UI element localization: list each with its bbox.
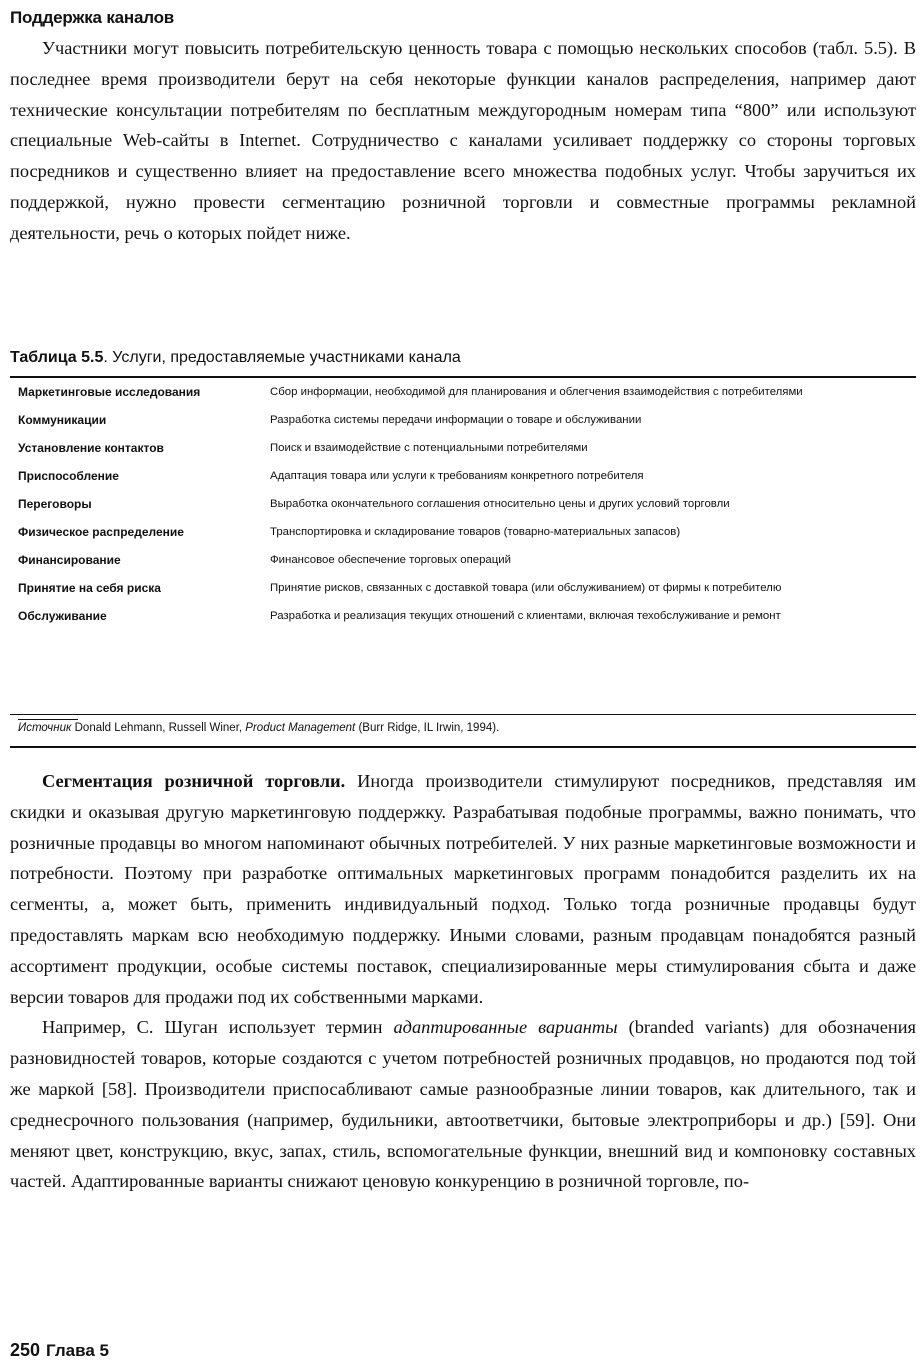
paragraph-lead: Сегментация розничной торговли. (42, 771, 346, 791)
table-row (10, 490, 916, 518)
table-cell-desc: Выработка окончательного соглашения относительно цены и других условий торговли (270, 498, 730, 510)
table-cell-term: Физическое распределение (18, 525, 184, 539)
table-source (18, 722, 499, 734)
paragraph-text: Иногда производители стимулируют посредников, представляя им скидки и оказывая другую маркетинговую поддержку. Разрабатывая подобные программы, важно понимать, что розничные продавцы во многом напоминают обычных потребителей. У них разные маркетинговые возможности и потребности. Поэтому при разработке оптимальных маркетинговых программ понадобится разделить их на сегменты, а, может быть, применить индивидуальный подход. Только тогда розничные продавцы будут предоставлять маркам всю необходимую поддержку. Иными словами, разным продавцам понадобятся разный ассортимент продукции, особые системы поставок, специализированные меры стимулирования сбыта и даже версии товаров для продажи под их собственными марками. (10, 771, 916, 1007)
table-row (10, 462, 916, 490)
services-table-container (10, 376, 916, 630)
table-cell-term: Маркетинговые исследования (18, 385, 201, 399)
table-row (10, 574, 916, 602)
table-cell-term: Принятие на себя риска (18, 581, 161, 595)
table-cell-desc: Адаптация товара или услуги к требованиям конкретного потребителя (270, 470, 644, 482)
table-caption-label: Таблица 5.5 (10, 349, 104, 366)
table-cell-desc: Разработка системы передачи информации о товаре и обслуживании (270, 414, 642, 426)
table-caption (10, 349, 461, 367)
table-end-rule (10, 746, 916, 748)
paragraph-retail-segmentation (10, 766, 916, 1012)
table-row (10, 546, 916, 574)
body-text (10, 766, 916, 1197)
section-heading: Поддержка каналов (10, 8, 175, 27)
table-caption-text: . Услуги, предоставляемые участниками канала (103, 349, 461, 366)
paragraph-branded-variants (10, 1012, 916, 1197)
table-bottom-rule (10, 714, 916, 715)
table-row (10, 434, 916, 462)
source-label: Источник (18, 722, 72, 734)
italic-term: адаптированные варианты (393, 1017, 618, 1038)
page-footer (10, 1340, 109, 1361)
table-cell-desc: Сбор информации, необходимой для планирования и облегчения взаимодействия с потребителями (270, 386, 803, 398)
table-row (10, 602, 916, 630)
table-cell-desc: Разработка и реализация текущих отношений с клиентами, включая техобслуживание и ремонт (270, 610, 781, 622)
intro-paragraph: Участники могут повысить потребительскую ценность товара с помощью нескольких способов (табл. 5.5). В последнее время производители берут на себя некоторые функции каналов распределения, например дают технические консультации потребителям по бесплатным междугородным номерам типа “800” или используют специальные Web-сайты в Internet. Сотрудничество с каналами усиливает поддержку со стороны торговых посредников и существенно влияет на предоставление всего множества подобных услуг. Чтобы заручиться их поддержкой, нужно провести сегментацию розничной торговли и совместные программы рекламной деятельности, речь о которых пойдет ниже. (10, 38, 916, 243)
table-cell-term: Финансирование (18, 553, 121, 567)
table-row (10, 518, 916, 546)
table-cell-desc: Транспортировка и складирование товаров (товарно-материальных запасов) (270, 526, 681, 538)
table-cell-term: Приспособление (18, 469, 119, 483)
paragraph-text: (branded variants) для обозначения разновидностей товаров, которые создаются с учетом потребностей розничных продавцов, но продаются под той же маркой [58]. Производители приспосабливают самые разнообразные линии товаров, как длительного, так и среднесрочного пользования (например, будильники, автоответчики, бытовые электроприборы и др.) [59]. Они меняют цвет, конструкцию, вкус, запах, стиль, вспомогательные функции, внешний вид и компоновку составных частей. Адаптированные варианты снижают ценовую конкуренцию в розничной торговле, по- (10, 1017, 916, 1192)
table-row (10, 378, 916, 406)
source-rest: (Burr Ridge, IL Irwin, 1994). (355, 722, 500, 734)
table-cell-desc: Поиск и взаимодействие с потенциальными потребителями (270, 442, 588, 454)
table-cell-term: Переговоры (18, 497, 92, 511)
table-cell-desc: Финансовое обеспечение торговых операций (270, 554, 512, 566)
source-rule (18, 719, 78, 720)
table-row (10, 406, 916, 434)
source-authors: Donald Lehmann, Russell Winer, (71, 722, 246, 734)
page-number: 250 (10, 1340, 41, 1360)
table-cell-term: Установление контактов (18, 441, 164, 455)
chapter-label: Глава 5 (46, 1341, 109, 1360)
services-table (10, 378, 916, 630)
source-title: Product Management (245, 722, 356, 734)
table-cell-term: Коммуникации (18, 413, 107, 427)
table-cell-desc: Принятие рисков, связанных с доставкой товара (или обслуживанием) от фирмы к потребителю (270, 582, 782, 594)
table-cell-term: Обслуживание (18, 609, 107, 623)
paragraph-text: Например, С. Шуган использует термин (42, 1017, 394, 1038)
